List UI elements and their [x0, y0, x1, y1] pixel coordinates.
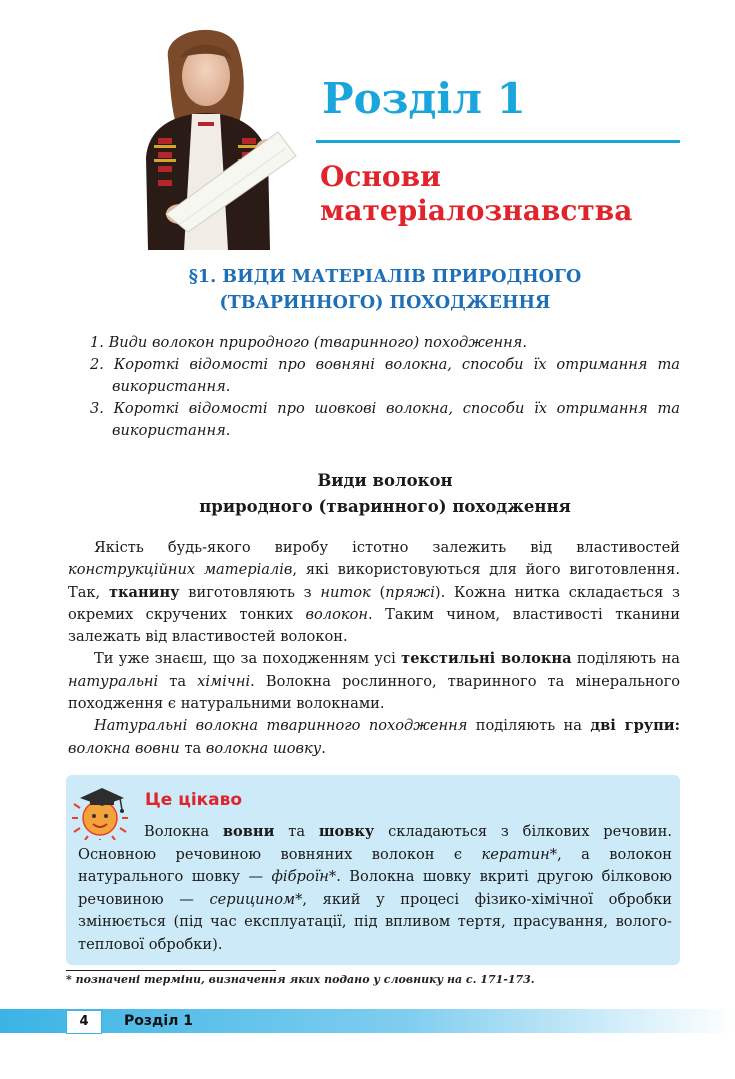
- text-run: та: [274, 823, 319, 840]
- text-run: Якість будь-якого виробу істотно залежить від властивостей: [94, 539, 680, 556]
- footer-band: [0, 1009, 735, 1033]
- text-run: Волокна: [144, 823, 223, 840]
- page-number: 4: [66, 1010, 102, 1034]
- text-run: складаються з білкових речовин. Основною речовиною вовняних волокон є: [78, 823, 672, 863]
- footnote: * позначені терміни, визначення яких подано у словнику на с. 171-173.: [66, 973, 535, 986]
- paragraph-3: [68, 715, 680, 760]
- term-emphasis: ниток: [320, 583, 371, 601]
- body-text: [68, 537, 680, 760]
- term-bold: тканину: [108, 583, 180, 601]
- lesson-plan-item: 1. Види волокон природного (тваринного) походження.: [90, 334, 527, 351]
- term-emphasis: волокна шовку: [205, 739, 322, 757]
- section-title-line1: §1. ВИДИ МАТЕРІАЛІВ ПРИРОДНОГО: [188, 267, 582, 287]
- paragraph-2: [68, 648, 680, 715]
- subheading: [90, 468, 680, 520]
- term-emphasis: пряжі: [385, 583, 435, 601]
- text-run: та: [158, 672, 198, 690]
- term-emphasis: Натуральні волокна тваринного походження: [94, 717, 468, 735]
- text-run: .: [321, 739, 326, 757]
- chapter-photo: [118, 18, 298, 250]
- term-emphasis: кератин*: [481, 845, 558, 863]
- chapter-rule: [316, 140, 680, 143]
- term-bold: текстильні волокна: [401, 650, 572, 668]
- lesson-plan-item: 2. Короткі відомості про вовняні волокна, способи їх отримання та використання.: [90, 356, 680, 395]
- term-emphasis: волокон: [305, 605, 369, 623]
- term-bold: шовку: [318, 823, 375, 840]
- text-run: , а волокон натурального шовку —: [78, 845, 672, 886]
- footnote-rule: [66, 970, 276, 971]
- term-bold: вовни: [222, 823, 275, 840]
- term-emphasis: натуральні: [68, 672, 159, 690]
- text-run: , який у процесі фізико-хімічної обробки змінюється (під час експлуатації, під впливом тертя, прасування, волого-теплової обробки).: [78, 890, 672, 953]
- lesson-plan-item: 3. Короткі відомості про шовкові волокна, способи їх отримання та використання.: [90, 400, 680, 439]
- term-bold: дві групи:: [590, 717, 681, 735]
- text-run: поділяють на: [571, 650, 681, 668]
- section-title-line2: (ТВАРИННОГО) ПОХОДЖЕННЯ: [219, 293, 551, 313]
- text-run: Ти уже знаєш, що за походженням усі: [94, 650, 402, 668]
- info-box-title: Це цікаво: [145, 790, 243, 810]
- subheading-line1: Види волокон: [317, 471, 453, 490]
- text-run: , які використовуються для його виготовлення. Так,: [68, 561, 680, 601]
- text-run: . Волокна шовку вкриті другою білковою речовиною —: [78, 868, 672, 908]
- section-title: [90, 264, 680, 316]
- chapter-title: Розділ 1: [322, 74, 526, 123]
- text-run: виготовляють з: [179, 583, 321, 601]
- text-run: . Волокна рослинного, тваринного та мінерального походження є натуральними волокнами.: [68, 672, 680, 713]
- paragraph-1: [68, 537, 680, 648]
- footer-chapter-label: Розділ 1: [124, 1013, 193, 1029]
- chapter-subtitle-line2: матеріалознавства: [320, 194, 633, 227]
- text-run: та: [179, 739, 206, 757]
- lesson-plan-list: [90, 332, 680, 442]
- subheading-line2: природного (тваринного) походження: [199, 497, 571, 516]
- chapter-subtitle-line1: Основи: [320, 160, 441, 193]
- chapter-subtitle: [320, 160, 632, 228]
- text-run: . Таким чином, властивості тканини залежать від властивостей волокон.: [68, 605, 681, 646]
- info-box-text: [78, 821, 672, 957]
- text-run: (: [370, 583, 386, 601]
- text-run: поділяють на: [467, 717, 591, 735]
- term-emphasis: серицином*: [209, 890, 303, 908]
- term-emphasis: конструкційних матеріалів: [68, 561, 293, 579]
- term-emphasis: волокна вовни: [68, 739, 180, 757]
- term-emphasis: фіброїн*: [271, 868, 337, 886]
- text-run: ). Кожна нитка складається з окремих скручених тонких: [68, 583, 680, 623]
- term-emphasis: хімічні: [197, 672, 251, 690]
